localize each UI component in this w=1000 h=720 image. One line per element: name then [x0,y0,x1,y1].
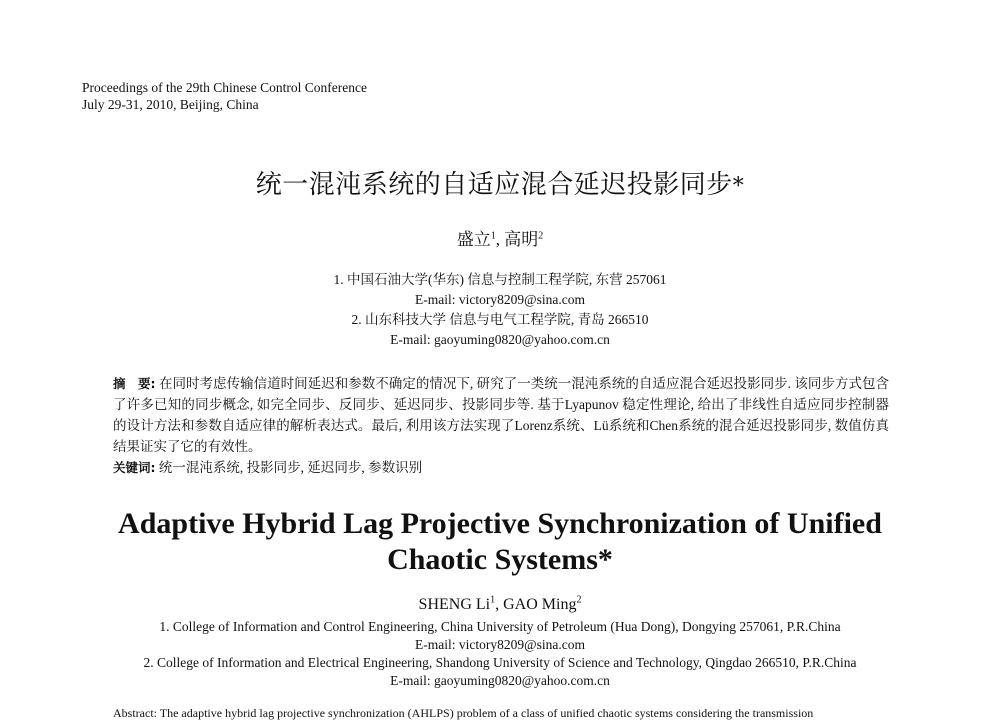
chinese-keywords-label: 关键词: [113,460,156,475]
proceedings-title: Proceedings of the 29th Chinese Control Conference [82,80,367,95]
chinese-abstract-text: 在同时考虑传输信道时间延迟和参数不确定的情况下, 研究了一类统一混沌系统的自适应混合延迟投影同步. 该同步方式包含了许多已知的同步概念, 如完全同步、反同步、延迟同步、投影同步等. 基于Lyapunov 稳定性理论, 给出了非线性自适应同步控制器的设计方法和参数自适应律的解析表达式。最后, 利用该方法实现了Lorenz系统、Lü系统和Chen系统的混合延迟投影同步, 数值仿真结果证实了它的有效性。 [113,376,890,454]
chinese-affiliations [0,270,1000,350]
english-affiliations [0,618,1000,690]
english-title-line-2: Chaotic Systems* [387,543,613,576]
chinese-affiliation-2: 2. 山东科技大学 信息与电气工程学院, 青岛 266510 [351,312,649,327]
english-email-2: E-mail: gaoyuming0820@yahoo.com.cn [390,673,610,688]
chinese-author-1-affil-mark: 1 [490,230,496,242]
chinese-title-footnote-mark: * [732,174,745,199]
english-title-line-1: Adaptive Hybrid Lag Projective Synchronization of Unified [118,507,882,540]
english-abstract-partial: Abstract: The adaptive hybrid lag projective synchronization (AHLPS) problem of a class of unified chaotic systems considering the transmission [113,706,814,720]
english-author-1: SHENG Li [418,596,491,613]
chinese-author-2: 高明 [504,230,539,249]
english-title [0,506,1000,578]
chinese-keywords [113,458,889,478]
chinese-author-1: 盛立 [456,230,491,249]
english-affiliation-2: 2. College of Information and Electrical Engineering, Shandong University of Science and Technology, Qingdao 266510, P.R.China [143,655,857,670]
chinese-author-2-affil-mark: 2 [538,230,544,242]
proceedings-date: July 29-31, 2010, Beijing, China [82,97,259,112]
proceedings-header [82,79,367,113]
english-affiliation-1: 1. College of Information and Control Engineering, China University of Petroleum (Hua Dong), Dongying 257061, P.R.China [159,619,841,634]
english-author-2: GAO Ming [503,596,577,613]
chinese-email-1: E-mail: victory8209@sina.com [415,292,585,307]
chinese-title [0,168,1000,204]
chinese-abstract [113,373,889,457]
english-author-1-affil-mark: 1 [490,594,496,606]
english-authors [0,596,1000,614]
chinese-title-text: 统一混沌系统的自适应混合延迟投影同步 [255,170,733,200]
chinese-authors [0,225,1000,250]
chinese-email-2: E-mail: gaoyuming0820@yahoo.com.cn [390,332,610,347]
chinese-affiliation-1: 1. 中国石油大学(华东) 信息与控制工程学院, 东营 257061 [333,272,667,287]
chinese-abstract-label: 摘 要: [113,376,156,391]
english-author-separator: , [495,596,504,613]
english-email-1: E-mail: victory8209@sina.com [415,637,585,652]
chinese-keywords-text: 统一混沌系统, 投影同步, 延迟同步, 参数识别 [158,460,423,475]
english-author-2-affil-mark: 2 [576,594,582,606]
chinese-author-separator: , [495,230,505,249]
